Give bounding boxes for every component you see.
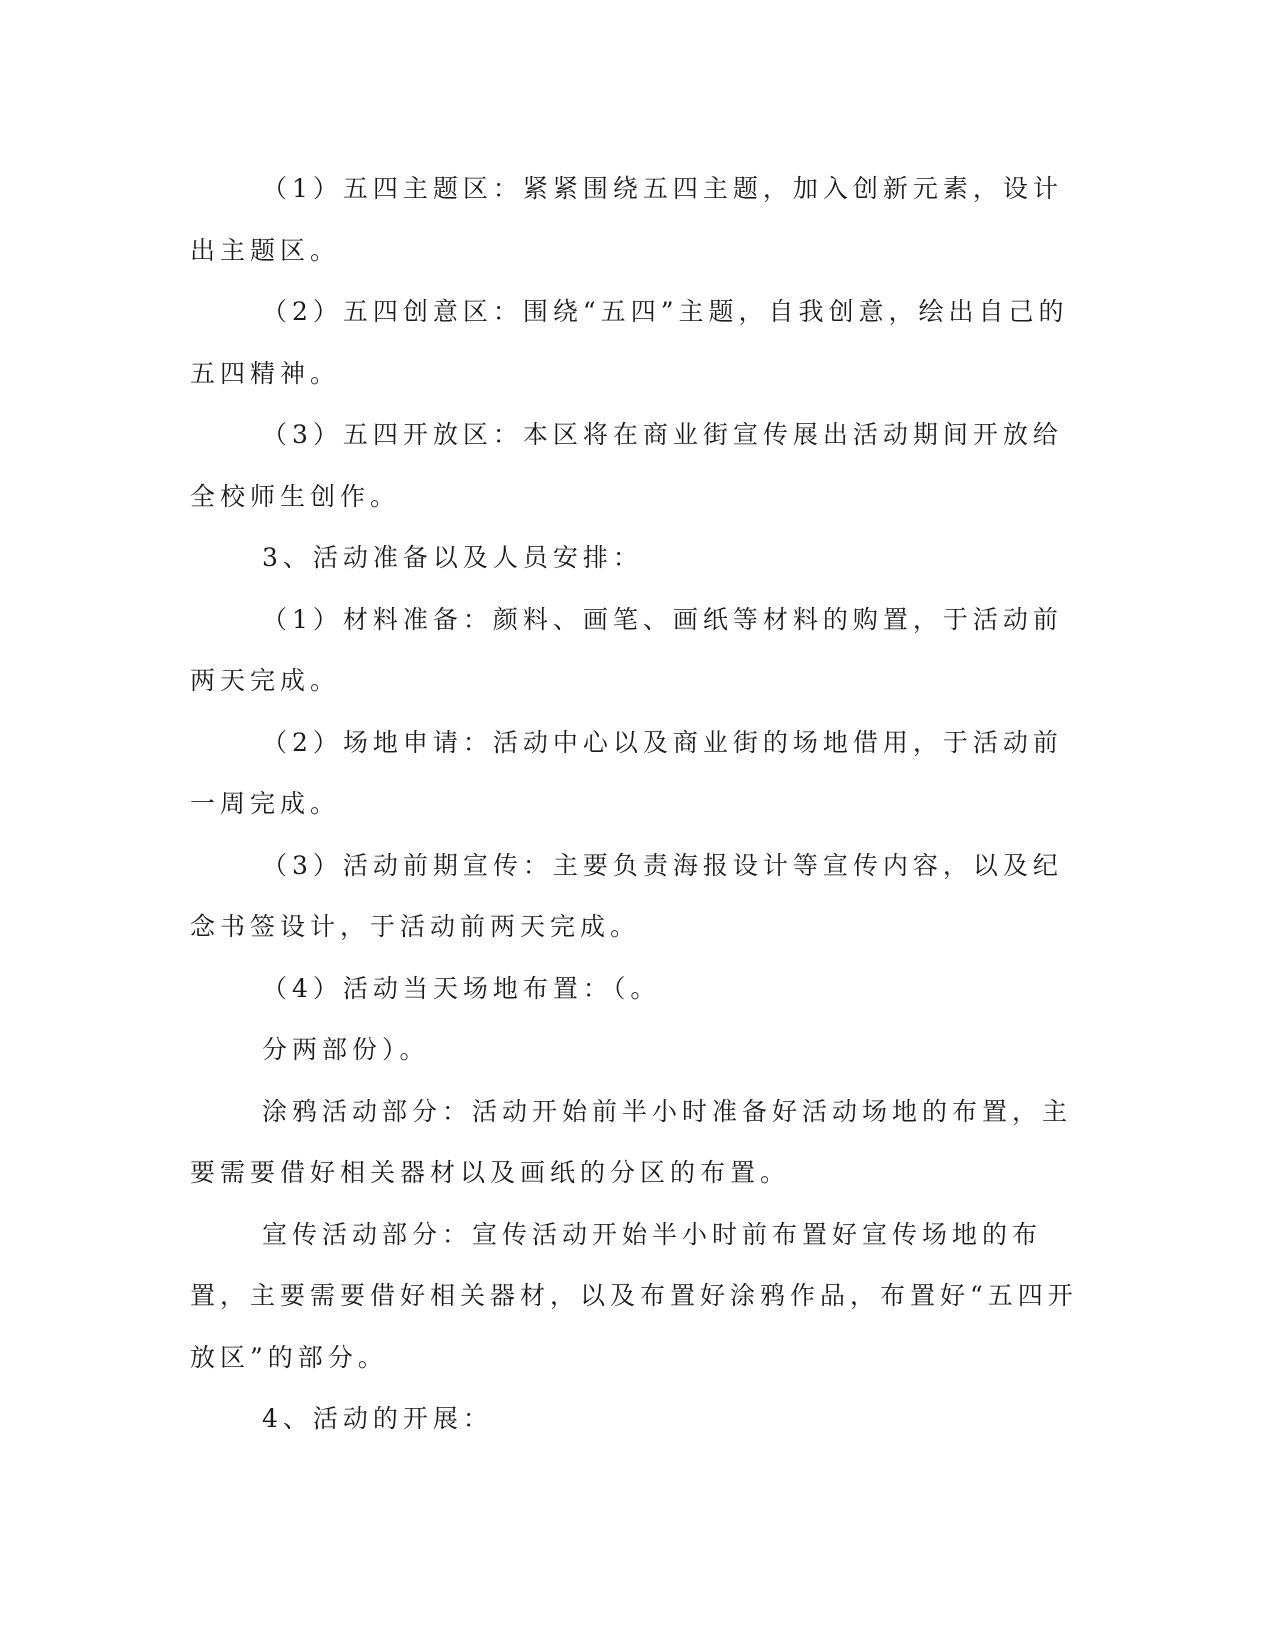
section-heading-preparation: 3、活动准备以及人员安排：	[262, 543, 643, 572]
paragraph-promotion: （3）活动前期宣传：主要负责海报设计等宣传内容，以及纪念书签设计，于活动前两天完成。	[190, 850, 1063, 941]
paragraph-theme-zone: （1）五四主题区：紧紧围绕五四主题，加入创新元素，设计出主题区。	[190, 174, 1063, 265]
paragraph-venue-application: （2）场地申请：活动中心以及商业街的场地借用，于活动前一周完成。	[190, 727, 1063, 818]
paragraph-open-zone: （3）五四开放区：本区将在商业街宣传展出活动期间开放给全校师生创作。	[190, 420, 1063, 511]
paragraph-materials: （1）材料准备：颜料、画笔、画纸等材料的购置，于活动前两天完成。	[190, 604, 1063, 695]
paragraph-two-parts: 分两部份）。	[262, 1035, 430, 1064]
paragraph-promotion-part: 宣传活动部分：宣传活动开始半小时前布置好宣传场地的布置，主要需要借好相关器材，以及布置好涂鸦作品，布置好“五四开放区”的部分。	[190, 1219, 1078, 1372]
document-body	[190, 158, 1080, 1450]
section-heading-activity: 4、活动的开展：	[262, 1404, 493, 1433]
paragraph-graffiti-part: 涂鸦活动部分：活动开始前半小时准备好活动场地的布置，主要需要借好相关器材以及画纸的分区的布置。	[190, 1096, 1073, 1187]
paragraph-creative-zone: （2）五四创意区：围绕“五四”主题，自我创意，绘出自己的五四精神。	[190, 297, 1069, 388]
paragraph-venue-setup: （4）活动当天场地布置：（。	[262, 973, 661, 1003]
